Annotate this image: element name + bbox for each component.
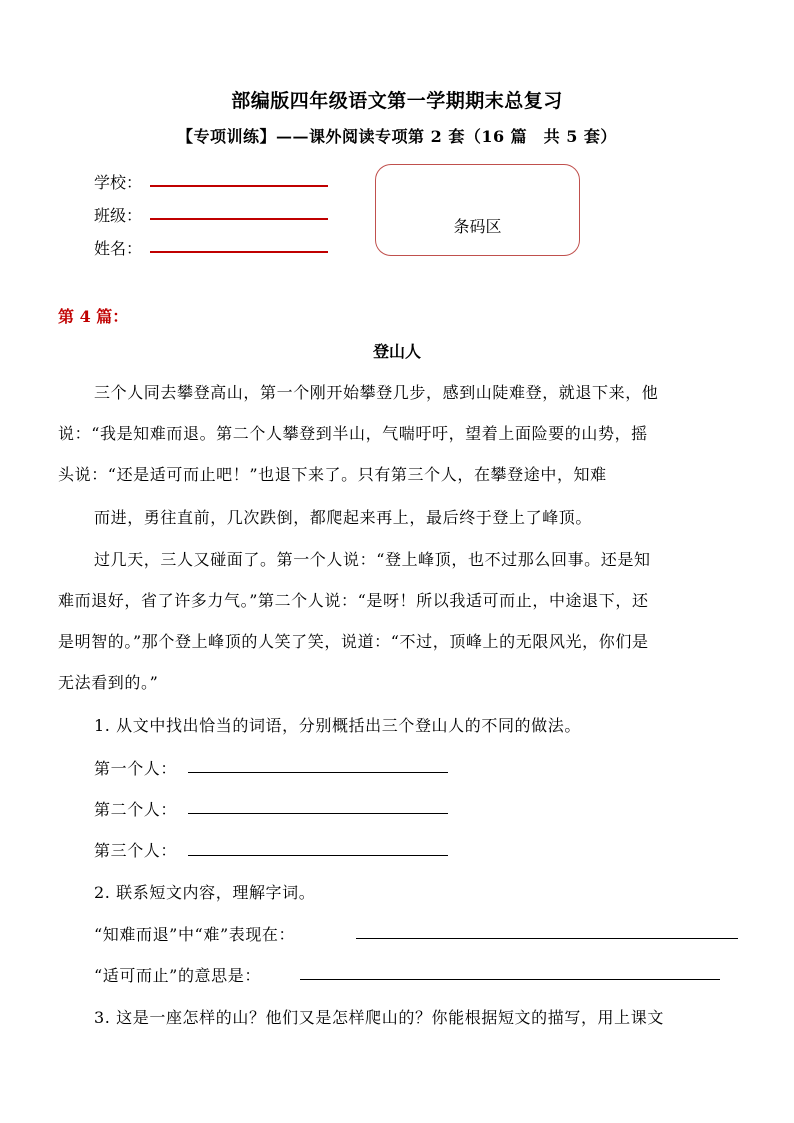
page-subtitle: 【专项训练】——课外阅读专项第 2 套（16 篇 共 5 套） (177, 127, 617, 146)
class-label: 班级： (94, 206, 143, 225)
question-2-prompt: 2. 联系短文内容，理解字词。 (94, 883, 316, 902)
passage-title: 登山人 (372, 342, 421, 361)
name-input-line[interactable] (150, 251, 328, 253)
q2-item2-answer-line[interactable] (300, 979, 720, 980)
passage-line: 难而退好，省了许多力气。”第二个人说：“是呀！所以我适可而止，中途退下，还 (58, 591, 649, 610)
barcode-area-label: 条码区 (453, 216, 502, 236)
passage-line: 是明智的。”那个登上峰顶的人笑了笑，说道：“不过，顶峰上的无限风光，你们是 (58, 632, 649, 651)
passage-line: 头说：“还是适可而止吧！”也退下来了。只有第三个人，在攀登途中，知难 (58, 465, 607, 484)
barcode-area (375, 164, 580, 256)
school-label: 学校： (94, 173, 143, 192)
q1-person1-answer-line[interactable] (188, 772, 448, 773)
q1-person2-label: 第二个人： (94, 800, 178, 819)
passage-line: 无法看到的。” (58, 673, 159, 692)
passage-line: 说：“我是知难而退。第二个人攀登到半山，气喘吁吁，望着上面险要的山势，摇 (58, 424, 648, 443)
q2-item1-answer-line[interactable] (356, 938, 738, 939)
passage-line: 三个人同去攀登高山，第一个刚开始攀登几步，感到山陡难登，就退下来，他 (94, 383, 659, 402)
page-title: 部编版四年级语文第一学期期末总复习 (231, 90, 563, 112)
question-3-prompt: 3. 这是一座怎样的山？他们又是怎样爬山的？你能根据短文的描写，用上课文 (94, 1008, 664, 1027)
question-1-prompt: 1. 从文中找出恰当的词语，分别概括出三个登山人的不同的做法。 (94, 716, 581, 735)
class-input-line[interactable] (150, 218, 328, 220)
section-label: 第 4 篇： (58, 307, 129, 326)
q2-item1-label: “知难而退”中“难”表现在： (94, 925, 296, 944)
q1-person1-label: 第一个人： (94, 759, 178, 778)
school-input-line[interactable] (150, 185, 328, 187)
q1-person3-answer-line[interactable] (188, 855, 448, 856)
q2-item2-label: “适可而止”的意思是： (94, 966, 261, 985)
passage-line: 过几天，三人又碰面了。第一个人说：“登上峰顶，也不过那么回事。还是知 (94, 550, 651, 569)
passage-line: 而进，勇往直前，几次跌倒，都爬起来再上，最后终于登上了峰顶。 (94, 508, 593, 527)
name-label: 姓名： (94, 239, 143, 258)
q1-person3-label: 第三个人： (94, 841, 178, 860)
q1-person2-answer-line[interactable] (188, 813, 448, 814)
